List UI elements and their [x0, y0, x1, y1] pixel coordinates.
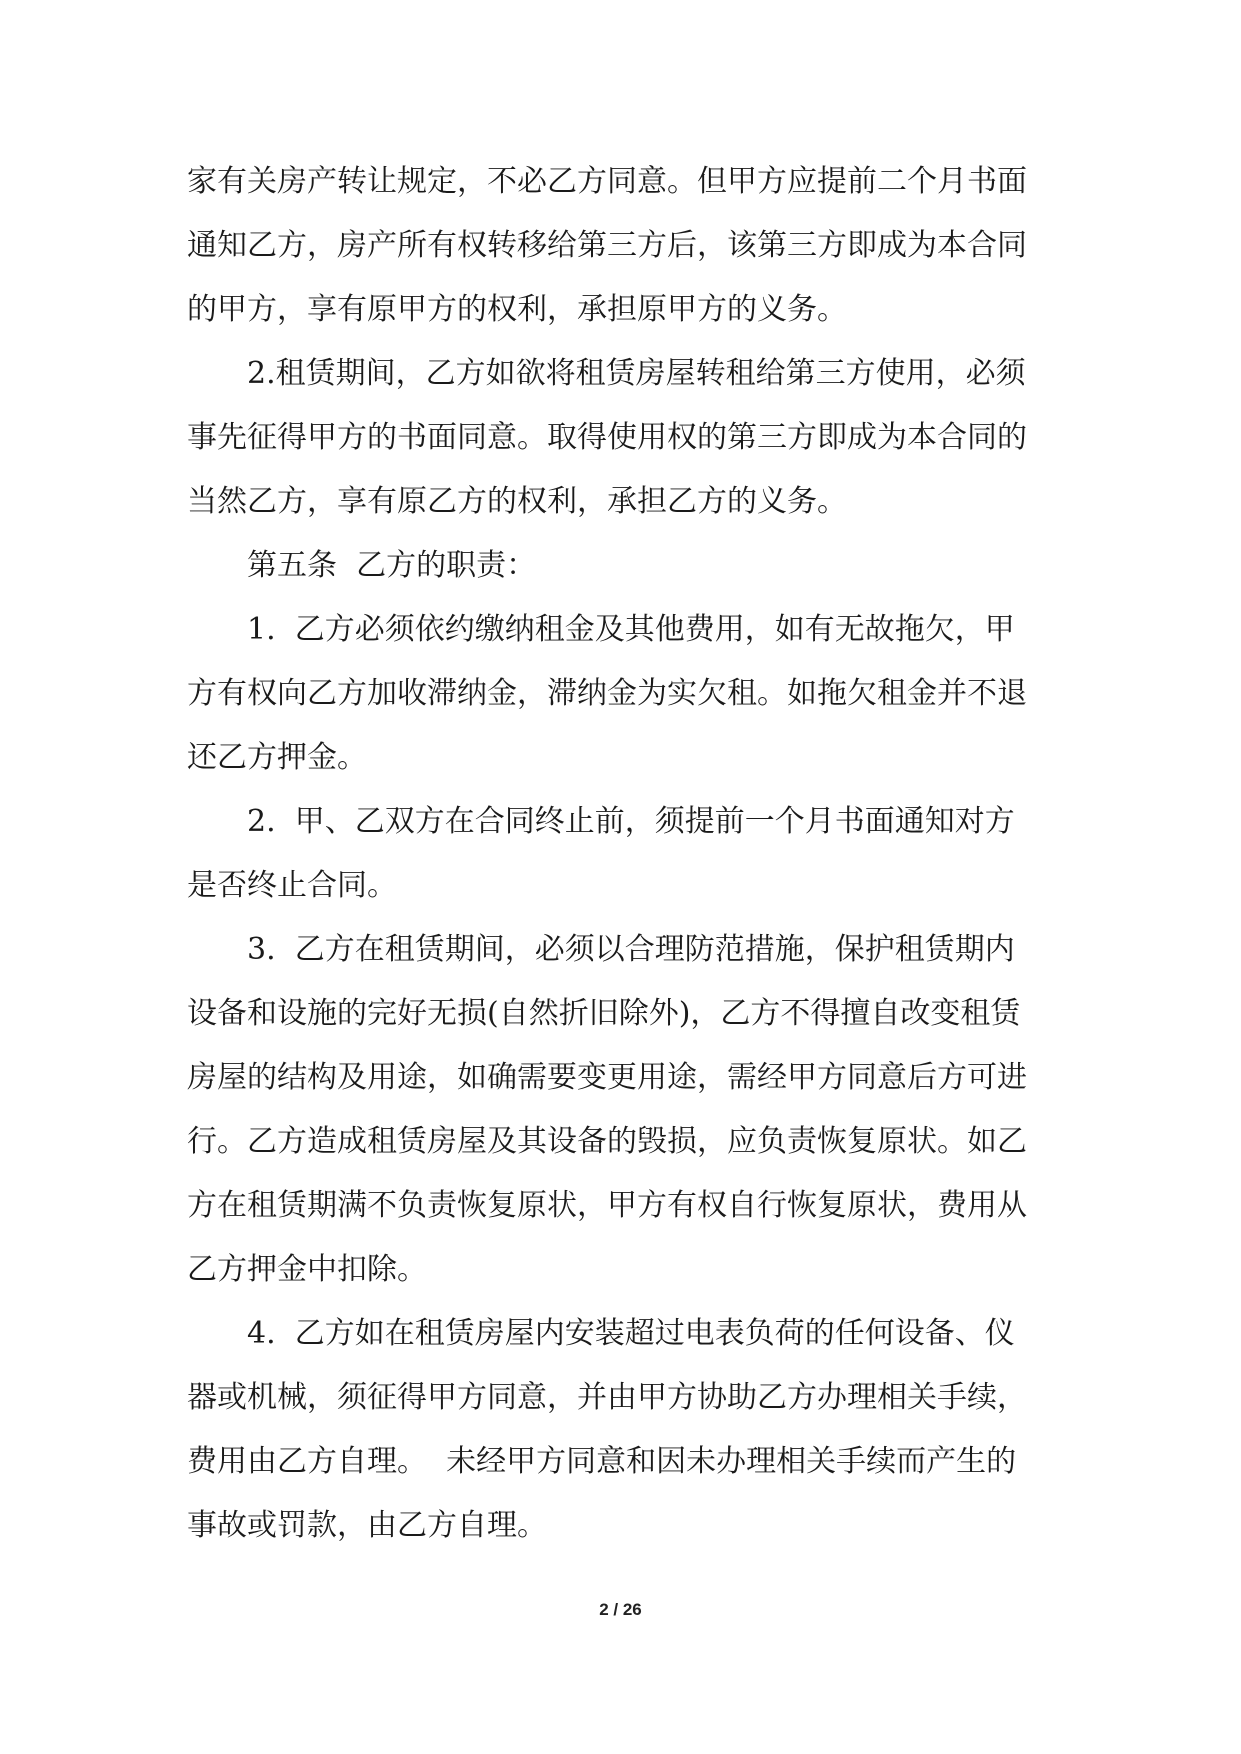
page-number: 2 / 26 [599, 1600, 642, 1619]
text-line: 通知乙方，房产所有权转移给第三方后，该第三方即成为本合同 [187, 228, 1027, 263]
text-line: 第五条 乙方的职责： [247, 548, 537, 583]
text-line: 方在租赁期满不负责恢复原状，甲方有权自行恢复原状，费用从 [187, 1188, 1027, 1223]
text-line: 器或机械，须征得甲方同意，并由甲方协助乙方办理相关手续， [187, 1380, 1027, 1415]
text-line: 2. 甲、乙双方在合同终止前，须提前一个月书面通知对方 [247, 804, 1015, 839]
text-line: 行。乙方造成租赁房屋及其设备的毁损，应负责恢复原状。如乙 [187, 1124, 1027, 1159]
text-line: 事先征得甲方的书面同意。取得使用权的第三方即成为本合同的 [187, 420, 1027, 455]
text-line: 家有关房产转让规定，不必乙方同意。但甲方应提前二个月书面 [187, 164, 1027, 199]
text-line: 设备和设施的完好无损(自然折旧除外)，乙方不得擅自改变租赁 [187, 996, 1021, 1031]
text-line: 2.租赁期间，乙方如欲将租赁房屋转租给第三方使用，必须 [247, 356, 1026, 391]
text-line: 费用由乙方自理。 未经甲方同意和因未办理相关手续而产生的 [187, 1444, 1017, 1479]
text-line: 乙方押金中扣除。 [187, 1252, 427, 1287]
text-line: 4. 乙方如在租赁房屋内安装超过电表负荷的任何设备、仪 [247, 1316, 1015, 1351]
document-body [187, 150, 1052, 1558]
text-line: 事故或罚款，由乙方自理。 [187, 1508, 547, 1543]
text-line: 还乙方押金。 [187, 740, 367, 775]
text-line: 当然乙方，享有原乙方的权利，承担乙方的义务。 [187, 484, 847, 519]
text-line: 1. 乙方必须依约缴纳租金及其他费用，如有无故拖欠，甲 [247, 612, 1015, 647]
text-line: 是否终止合同。 [187, 868, 397, 903]
text-line: 房屋的结构及用途，如确需要变更用途，需经甲方同意后方可进 [187, 1060, 1027, 1095]
text-line: 3. 乙方在租赁期间，必须以合理防范措施，保护租赁期内 [247, 932, 1015, 967]
text-line: 的甲方，享有原甲方的权利，承担原甲方的义务。 [187, 292, 847, 327]
text-line: 方有权向乙方加收滞纳金，滞纳金为实欠租。如拖欠租金并不退 [187, 676, 1027, 711]
